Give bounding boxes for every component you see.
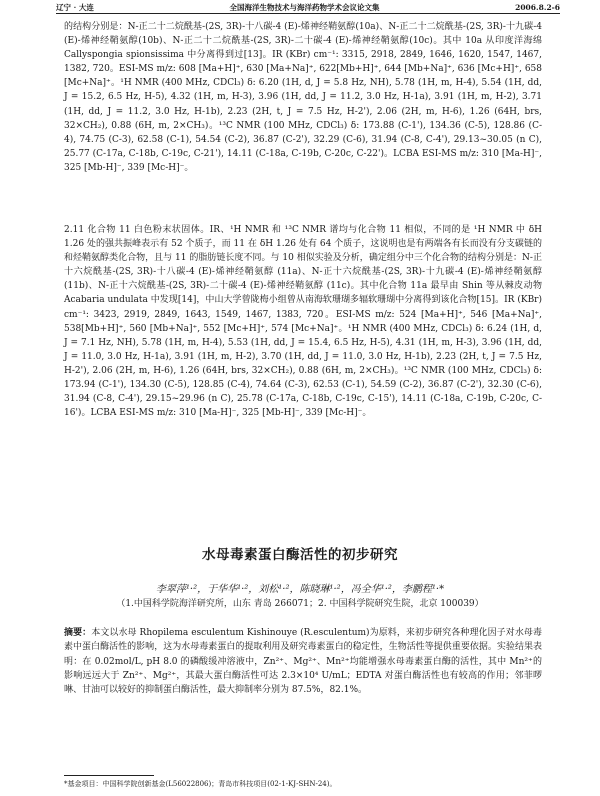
abstract-label: 摘要： bbox=[64, 628, 92, 638]
header-location: 辽宁 · 大连 bbox=[56, 2, 94, 12]
abstract bbox=[64, 626, 542, 697]
header-rule bbox=[56, 13, 560, 14]
abstract-text: 本文以水母 Rhopilema esculentum Kishinouye (R.esculentum)为原料，来初步研究各种理化因子对水母毒素中蛋白酶活性的影响，这为水母毒素蛋白的提取利用及研究毒素蛋白的稳定性，生物活性等提供重要依据。实验结果表明：在 0.02mol/L, pH 8.0 的磷酸缓冲溶液中，Zn²⁺、Mg²⁺、Mn²⁺均能增强水母毒素蛋白酶的活性，其中 Mn²⁺的影响远远大于 Zn²⁺、Mg²⁺，其最大蛋白酶活性可达 2.3×10⁴ U/mL；EDTA 对蛋白酶活性也有较高的作用；邻菲啰啉、甘油可以较好的抑制蛋白酶活性，最大抑制率分别为 87.5%，82.1%。 bbox=[64, 628, 542, 696]
paragraph-text: 2.11 化合物 11 白色粉末状固体。IR、¹H NMR 和 ¹³C NMR 谱均与化合物 11 相似，不同的是 ¹H NMR 中 δH 1.26 处的强共振峰表示有 52 个质子，而 11 在 δH 1.26 处有 64 个质子，这说明也是有两端各有长而没有分支碳链的和烃鞘氨醇类化合物，且与 11 的脂肪链长度不同。与 10 相似实验及分析，确定组分中三个化合物的结构分别是：N-正十六烷酰基-(2S, 3R)-十八碳-4 (E)-烯神经鞘氨醇 (11a)、N-正十六烷酰基-(2S, 3R)-十九碳-4 (E)-烯神经鞘氨醇 (11b)、N-正十六烷酰基-(2S, 3R)-二十碳-4 (E)-烯神经鞘氨醇 (11c)。其中化合物 11a 最早由 Shin 等从棘皮动物 Acabaria undulata 中发现[14]，中山大学曾陇梅小组曾从南海软珊瑚多辐软珊瑚中分离得到该化合物[15]。IR (KBr) cm⁻¹: 3423, 2919, 2849, 1643, 1549, 1467, 1383, 720。ESI-MS m/z: 524 [Ma+H]⁺, 546 [Ma+Na]⁺, 538[Mb+H]⁺, 560 [Mb+Na]⁺, 552 [Mc+H]⁺, 574 [Mc+Na]⁺。¹H NMR (400 MHz, CDCl₃) δ: 6.24 (1H, d, J = 7.1 Hz, NH), 5.78 (1H, m, H-4), 5.53 (1H, dd, J = 15.4, 6.5 Hz, H-5), 4.31 (1H, m, H-3), 3.96 (1H, dd, J = 11.0, 3.0 Hz, H-1a), 3.91 (1H, m, H-2), 3.70 (1H, dd, J = 11.0, 3.0 Hz, H-1b), 2.23 (2H, t, J = 7.5 Hz, H-2'), 2.06 (2H, m, H-6), 1.26 (64H, brs, 32×CH₂), 0.88 (6H, m, 2×CH₃)。¹³C NMR (100 MHz, CDCl₃) δ: 173.94 (C-1'), 134.30 (C-5), 128.85 (C-4), 74.64 (C-3), 62.53 (C-1), 54.59 (C-2), 36.87 (C-2'), 32.30 (C-6), 31.94 (C-8, C-4'), 29.15~29.96 (n C), 25.78 (C-17a, C-18b, C-19c, C-15'), 14.11 (C-18a, C-19b, C-20c, C-16')。LCBA ESI-MS m/z: 310 [Ma-H]⁻, 325 [Mb-H]⁻, 339 [Mc-H]⁻。 bbox=[64, 225, 542, 419]
article-authors: 李翠萍¹·²，于华华¹·²，刘松¹·²，陈晓琳¹·²，冯全华¹·²，李鹏程¹·* bbox=[155, 584, 445, 595]
footnote-rule bbox=[64, 775, 154, 776]
body-paragraph-2 bbox=[64, 223, 542, 420]
header-proceedings-title: 全国海洋生物技术与海洋药物学术会议论文集 bbox=[229, 2, 380, 12]
header-date: 2006.8.2-6 bbox=[515, 2, 560, 12]
article-affiliation: （1.中国科学院海洋研究所，山东 青岛 266071；2. 中国科学院研究生院，北京 100039） bbox=[116, 599, 484, 609]
paragraph-text: 的结构分别是：N-正二十二烷酰基-(2S, 3R)-十八碳-4 (E)-烯神经鞘氨醇(10a)、N-正二十二烷酰基-(2S, 3R)-十九碳-4 (E)-烯神经鞘氨醇(10b)、N-正二十二烷酰基-(2S, 3R)-二十碳-4 (E)-烯神经鞘氨醇(10c)。其中 10a 从印度洋海绵 Callyspongia spionsissima 中分离得到过[13]。IR (KBr) cm⁻¹: 3315, 2918, 2849, 1646, 1620, 1547, 1467, 1382, 720。ESI-MS m/z: 608 [Ma+H]⁺, 630 [Ma+Na]⁺, 622[Mb+H]⁺, 644 [Mb+Na]⁺, 636 [Mc+H]⁺, 658 [Mc+Na]⁺。¹H NMR (400 MHz, CDCl₃) δ: 6.20 (1H, d, J = 5.8 Hz, NH), 5.78 (1H, m, H-4), 5.54 (1H, dd, J = 15.2, 6.5 Hz, H-5), 4.32 (1H, m, H-3), 3.96 (1H, dd, J = 11.2, 3.0 Hz, H-1a), 3.91 (1H, m, H-2), 3.71 (1H, dd, J = 11.2, 3.0 Hz, H-1b), 2.23 (2H, t, J = 7.5 Hz, H-2'), 2.06 (2H, m, H-6), 1.26 (64H, brs, 32×CH₂), 0.88 (6H, m, 2×CH₃)。¹³C NMR (100 MHz, CDCl₃) δ: 173.88 (C-1'), 134.36 (C-5), 128.86 (C-4), 74.75 (C-3), 62.58 (C-1), 54.54 (C-2), 36.87 (C-2'), 32.29 (C-6), 31.94 (C-8, C-4'), 29.13~30.05 (n C), 25.77 (C-17a, C-18b, C-19c, C-21'), 14.11 (C-18a, C-19b, C-20c, C-22')。LCBA ESI-MS m/z: 310 [Ma-H]⁻, 325 [Mb-H]⁻, 339 [Mc-H]⁻。 bbox=[64, 22, 542, 173]
body-paragraph-1 bbox=[64, 20, 542, 175]
article-title: 水母毒素蛋白酶活性的初步研究 bbox=[202, 547, 398, 563]
running-header bbox=[56, 2, 560, 12]
footnote: *基金项目：中国科学院创新基金(L56022806)；青岛市科技项目(02-1-KJ-SHN-24)。 bbox=[64, 780, 337, 788]
